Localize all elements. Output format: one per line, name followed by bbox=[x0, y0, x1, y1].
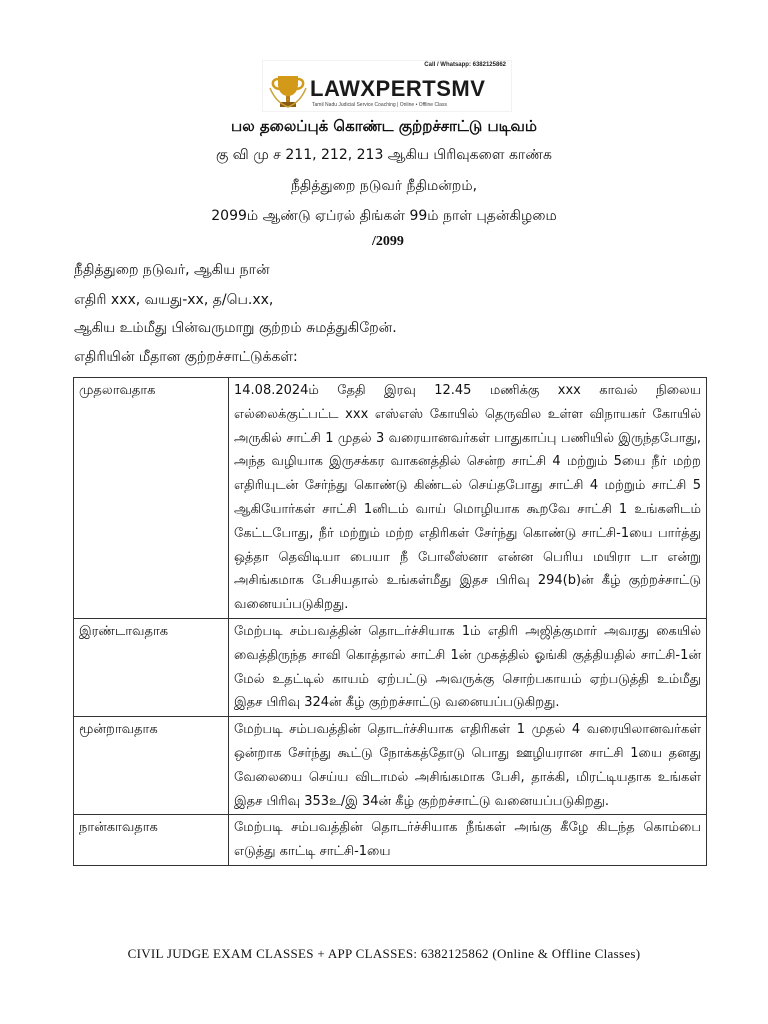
magistrate-line: நீதித்துறை நடுவர், ஆகிய நான் bbox=[74, 262, 270, 278]
logo-name: LAWXPERTSMV bbox=[310, 76, 486, 101]
charge-intro-line: ஆகிய உம்மீது பின்வருமாறு குற்றம் சுமத்துகிறேன். bbox=[74, 320, 397, 336]
document-title: பல தலைப்புக் கொண்ட குற்றச்சாட்டு படிவம் bbox=[231, 117, 537, 135]
trophy-icon bbox=[268, 74, 308, 110]
charge-label: இரண்டாவதாக bbox=[74, 618, 229, 716]
charges-heading: எதிரியின் மீதான குற்றச்சாட்டுக்கள்: bbox=[74, 349, 298, 365]
charge-text: மேற்படி சம்பவத்தின் தொடர்ச்சியாக நீங்கள் அங்கு கீழே கிடந்த கொம்பை எடுத்து காட்டி சாட்சி-1யை bbox=[229, 815, 707, 866]
charge-text: மேற்படி சம்பவத்தின் தொடர்ச்சியாக 1ம் எதிரி அஜித்குமார் அவரது கையில் வைத்திருந்த சாவி கொத்தால் சாட்சி 1ன் முகத்தில் ஓங்கி குத்தியதில் சாட்சி-1ன் மேல் உதட்டில் காயம் ஏற்பட்டு அவருக்கு சொற்பகாயம் ஏற்படுத்தி உம்மீது இதச பிரிவு 324ன் கீழ் குற்றச்சாட்டு வனையப்படுகிறது. bbox=[229, 618, 707, 716]
logo-contact: Call / Whatsapp: 6382125862 bbox=[424, 62, 506, 68]
table-row bbox=[74, 717, 707, 815]
charge-label: மூன்றாவதாக bbox=[74, 717, 229, 815]
charges-table bbox=[73, 377, 707, 866]
table-row bbox=[74, 378, 707, 619]
charge-text: மேற்படி சம்பவத்தின் தொடர்ச்சியாக எதிரிகள் 1 முதல் 4 வரையிலானவர்கள் ஒன்றாக சேர்ந்து கூட்டு நோக்கத்தோடு பொது ஊழியரான சாட்சி 1யை தனது வேலையை செய்ய விடாமல் அசிங்கமாக பேசி, தாக்கி, மிரட்டியதாக உங்கள் இதச பிரிவு 353உ/இ 34ன் கீழ் குற்றச்சாட்டு வனையப்படுகிறது. bbox=[229, 717, 707, 815]
accused-line: எதிரி xxx, வயது-xx, த/பெ.xx, bbox=[74, 292, 274, 308]
logo-tagline: Tamil Nadu Judicial Service Coaching | Online • Offline Class bbox=[312, 102, 447, 108]
document-date: 2099ம் ஆண்டு ஏப்ரல் திங்கள் 99ம் நாள் புதன்கிழமை bbox=[211, 208, 557, 224]
logo bbox=[262, 60, 512, 112]
court-name: நீதித்துறை நடுவர் நீதிமன்றம், bbox=[290, 178, 478, 194]
case-number: /2099 bbox=[372, 234, 404, 249]
charge-label: முதலாவதாக bbox=[74, 378, 229, 619]
charge-text: 14.08.2024ம் தேதி இரவு 12.45 மணிக்கு xxx காவல் நிலைய எல்லைக்குட்பட்ட xxx எஸ்எஸ் கோயில் தெருவில உள்ள விநாயகர் கோயில் அருகில் சாட்சி 1 முதல் 3 வரையானவர்கள் பாதுகாப்பு பணியில் இருந்தபோது, அந்த வழியாக இருசக்கர வாகனத்தில் சென்ற சாட்சி 4 மற்றும் 5யை நீர் மற்ற எதிரியுடன் சேர்ந்து கொண்டு கிண்டல் செய்தபோது சாட்சி 4 மற்றும் சாட்சி 5 ஆகியோர்கள் சாட்சி 1னிடம் வாய் மொழியாக கூறவே சாட்சி 1 உங்களிடம் கேட்டபோது, நீர் மற்றும் மற்ற எதிரிகள் சேர்ந்து கொண்டு சாட்சி-1யை பார்த்து ஒத்தா தெவிடியா பையா நீ போலீஸ்னா என்ன பெரிய மயிரா டா என்று அசிங்கமாக பேசியதால் உங்கள்மீது இதச பிரிவு 294(b)ன் கீழ் குற்றச்சாட்டு வனையப்படுகிறது. bbox=[229, 378, 707, 619]
section-reference: கு வி மு ச 211, 212, 213 ஆகிய பிரிவுகளை காண்க bbox=[216, 147, 552, 163]
table-row bbox=[74, 815, 707, 866]
charge-label: நான்காவதாக bbox=[74, 815, 229, 866]
footer-banner: CIVIL JUDGE EXAM CLASSES + APP CLASSES: 6382125862 (Online & Offline Classes) bbox=[127, 946, 641, 961]
table-row bbox=[74, 618, 707, 716]
